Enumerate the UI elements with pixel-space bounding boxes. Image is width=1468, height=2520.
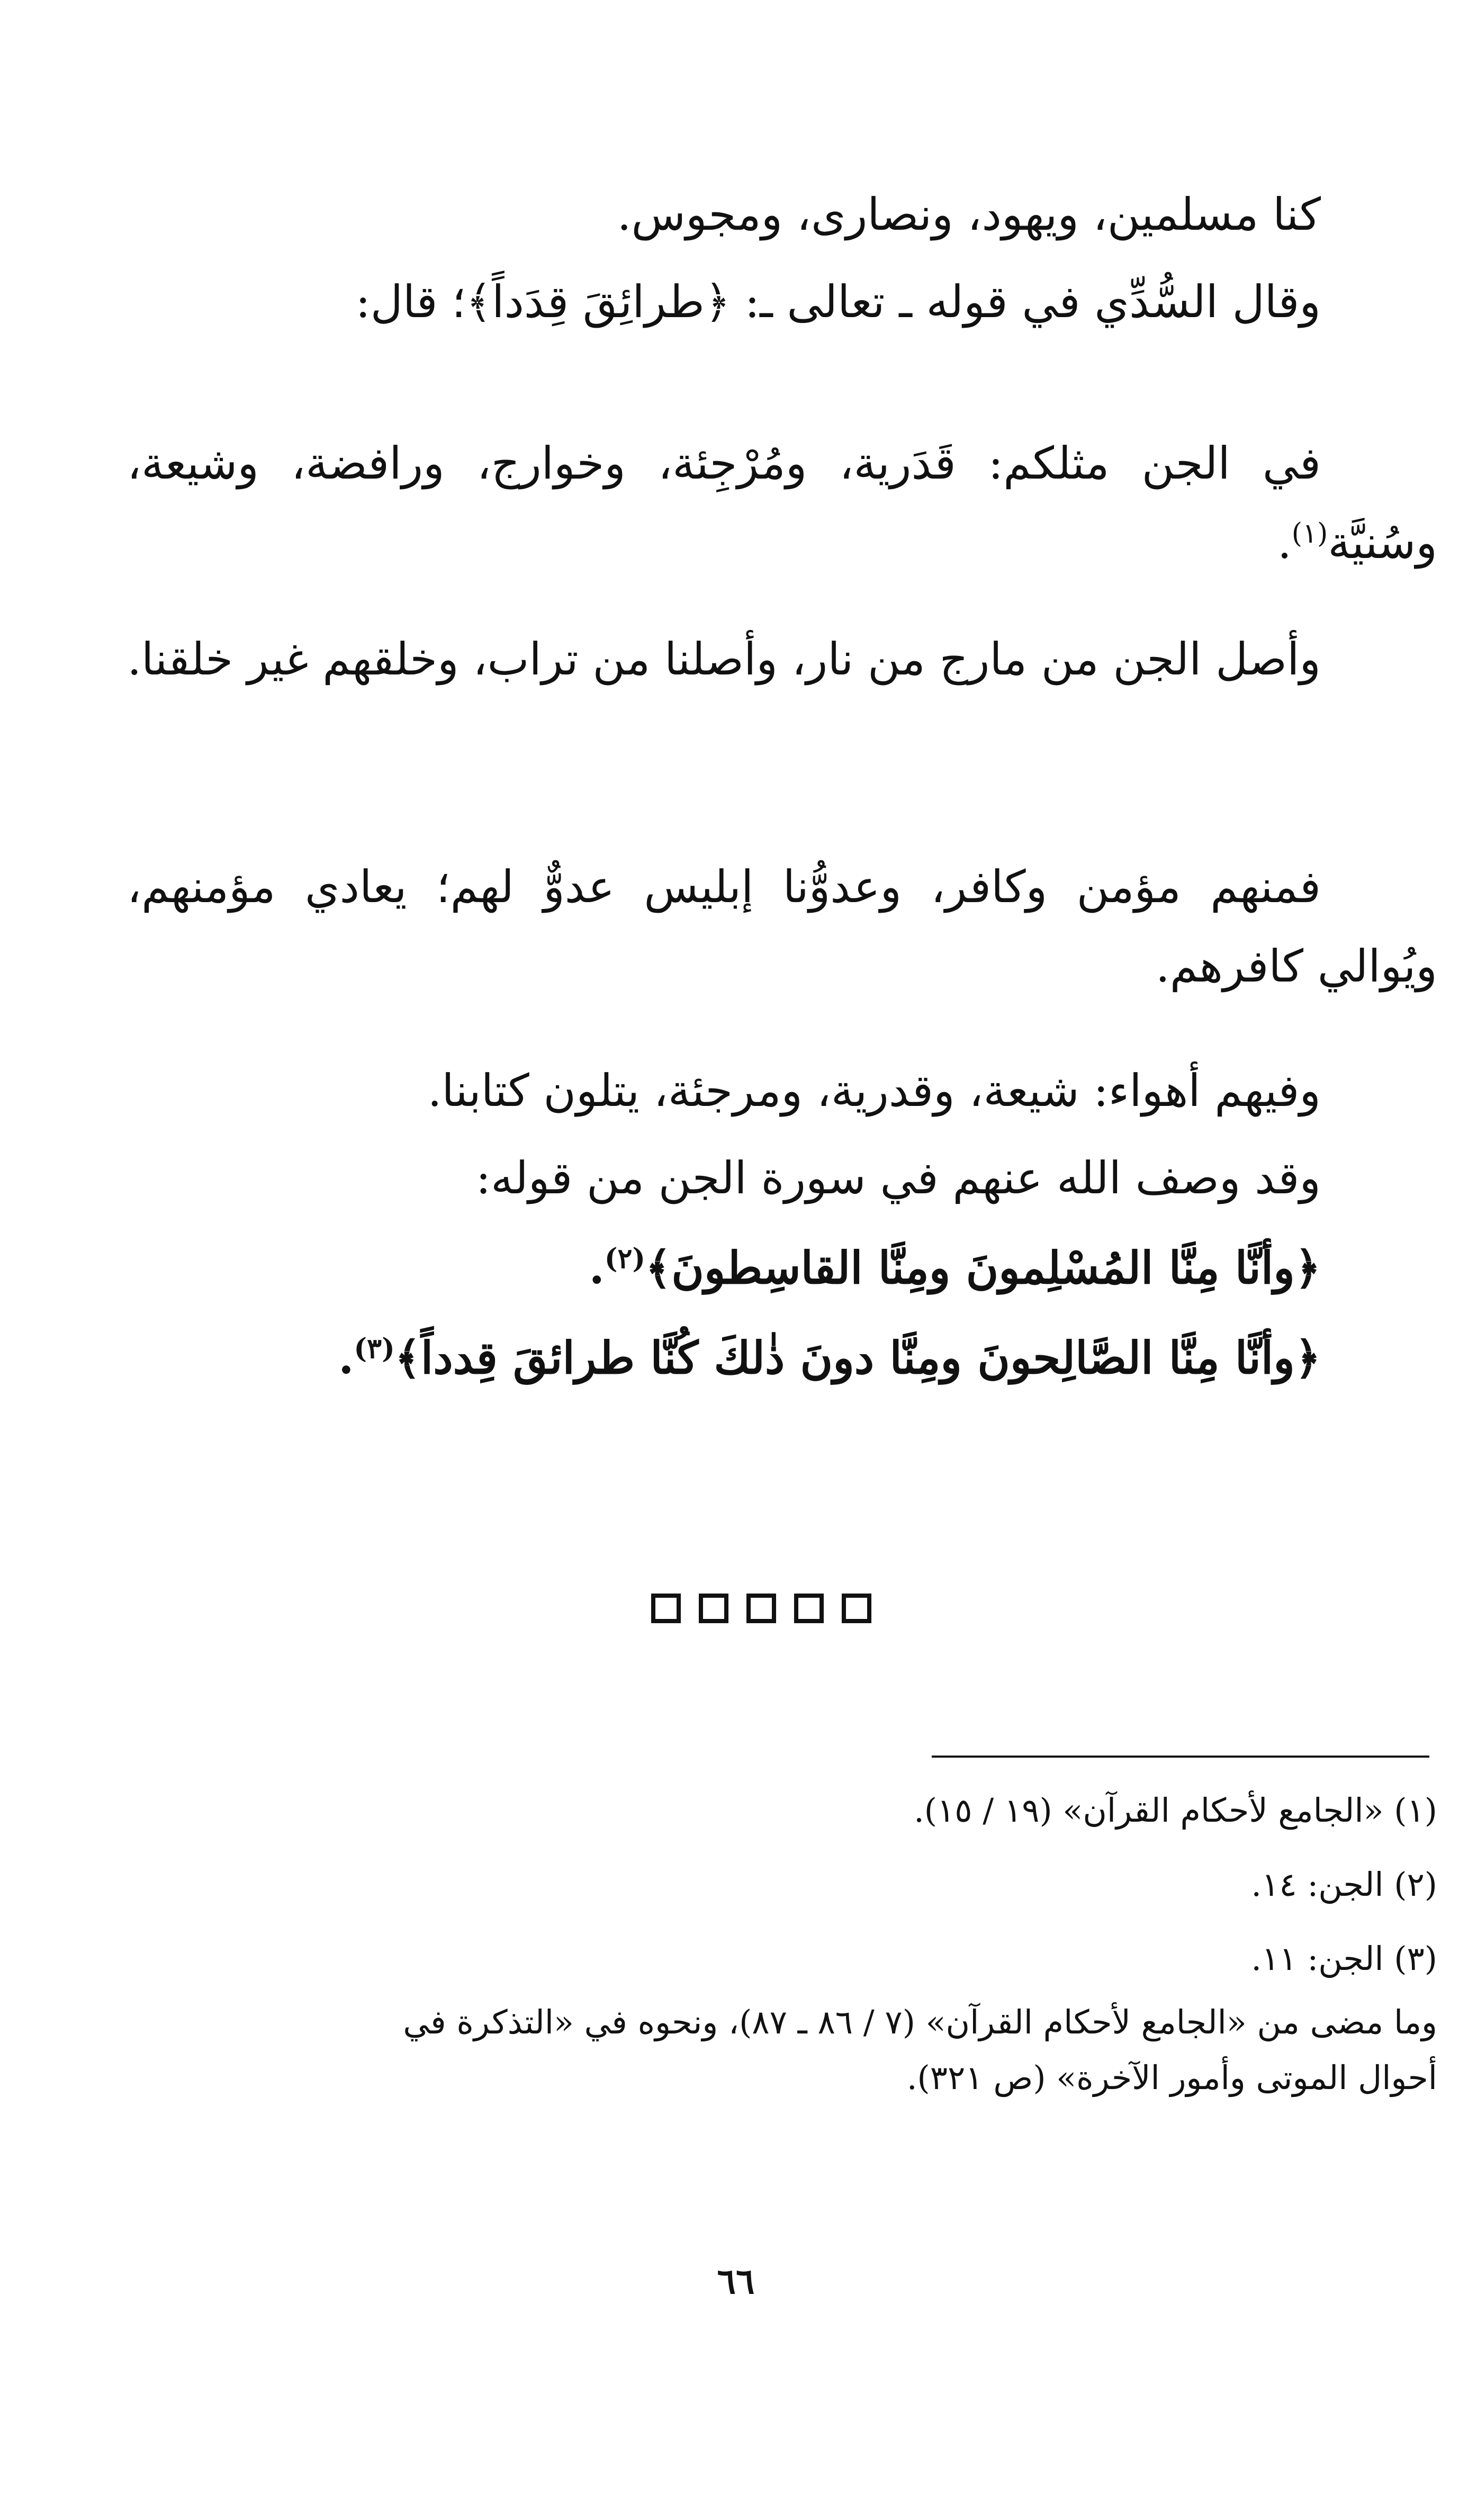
footnote-ref-2: (٢) [604,1243,645,1275]
separator-box [842,1594,871,1623]
separator-box [746,1594,776,1623]
quran-verse-2-period: . [338,1331,354,1384]
footnote-ref-3: (٣) [354,1333,395,1365]
footnote-2: (٢) الجن: ١٤. [1251,1865,1437,1904]
paragraph-5 [127,847,1437,1006]
paragraph-3-period: . [1277,517,1292,569]
paragraph-3-text: في الجن مثلكم: قَدَرية، ومُرْجِئة، وخوارج، ورافضة، وشيعة، وسُنيَّة [127,437,1437,569]
section-separator [651,1594,895,1625]
paragraph-4-text: وأصل الجن من مارج من نار، وأصلنا من تراب، وخلقهم غير خلقنا. [127,633,1321,685]
footnote-3-continuation-line-1: وما مضى من «الجامع لأحكام القرآن» (٧ / ٨٦ ـ ٨٧)، ونحوه في «التذكرة في [403,2003,1437,2041]
page-number: ٦٦ [717,2261,755,2302]
separator-box [794,1594,824,1623]
footnote-3-continuation-line-2: أحوال الموتى وأمور الآخرة» (ص ٣٢١). [906,2058,1437,2097]
paragraph-7-text: وقد وصف الله عنهم في سورة الجن من قوله: [475,1152,1321,1204]
paragraph-1-text: كنا مسلمين، ويهود، ونصارى، ومجوس. [617,188,1321,240]
separator-box [699,1594,728,1623]
quran-verse-1-period: . [589,1241,605,1294]
paragraph-1 [127,175,1437,254]
paragraph-7 [127,1138,1437,1218]
quran-verse-1-text: ﴿وأنَّا مِنَّا المُسْلِمونَ ومِنَّا القاسِطونَ﴾ [645,1241,1321,1294]
footnote-ref-1: (١) [1291,518,1328,550]
paragraph-6 [127,1051,1437,1130]
footnote-3: (٣) الجن: ١١. [1251,1939,1437,1978]
quran-verse-2 [127,1318,1437,1398]
paragraph-2-text: وقال السُّدِّي في قوله ـ تعالى ـ: ﴿طرائِقَ قِدَداً﴾؛ قال: [355,276,1321,328]
separator-box [651,1594,681,1623]
footnote-1: (١) «الجامع لأحكام القرآن» (١٩ / ١٥). [914,1791,1437,1830]
paragraph-2 [127,262,1437,341]
paragraph-5-text: فمنهم مؤمن وكافر، وعدوُّنا إبليس عدوٌّ لهم؛ يعادي مؤمنهم، ويُوالي كافرهم. [127,861,1437,992]
quran-verse-1 [127,1228,1437,1308]
footnote-divider [932,1756,1429,1758]
paragraph-3 [127,424,1437,582]
paragraph-6-text: وفيهم أهواء: شيعة، وقدرية، ومرجئة، يتلون كتابنا. [427,1065,1321,1117]
quran-verse-2-text: ﴿وأنَّا مِنَّا الصَّالِحونَ ومِنَّا دونَ ذٰلكَ كُنَّا طرائقَ قِدداً﴾ [394,1331,1321,1384]
paragraph-4 [127,619,1437,699]
